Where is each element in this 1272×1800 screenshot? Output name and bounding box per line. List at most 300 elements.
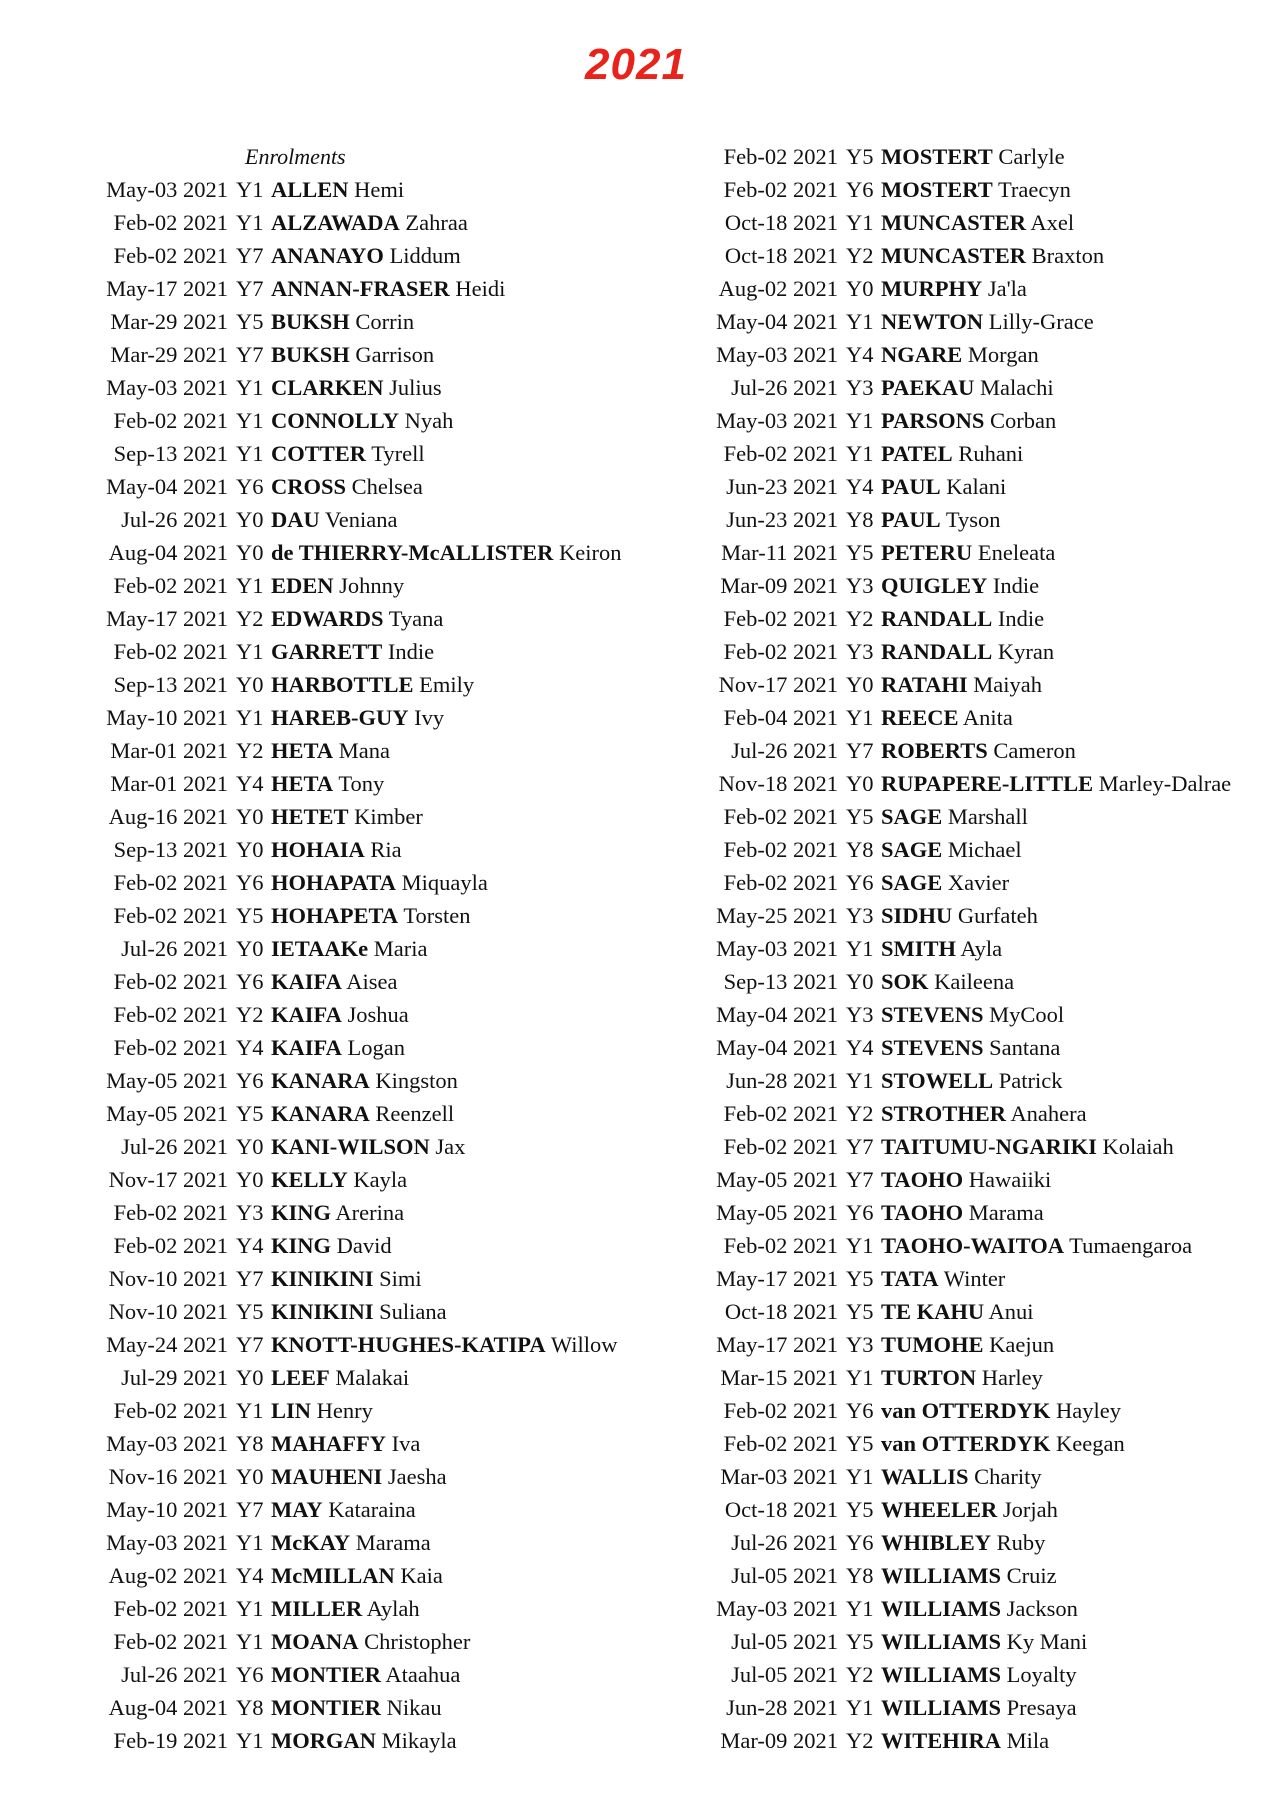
enrolment-row [55, 1229, 630, 1262]
given-name: Ja'la [987, 276, 1027, 301]
student-name [881, 1724, 1265, 1757]
given-name: Simi [379, 1266, 422, 1291]
student-name [881, 1526, 1265, 1559]
surname: ANANAYO [271, 243, 384, 268]
year-level: Y3 [846, 903, 874, 928]
given-name: Ky Mani [1006, 1629, 1088, 1654]
surname: GARRETT [271, 639, 383, 664]
student-name [881, 1097, 1265, 1130]
surname: SAGE [881, 804, 943, 829]
student-name [881, 536, 1265, 569]
year-level: Y1 [236, 1629, 264, 1654]
enrolment-date: Oct-18 2021 [724, 1497, 838, 1522]
given-name: Christopher [364, 1629, 471, 1654]
student-name [881, 1394, 1265, 1427]
given-name: Traecyn [997, 177, 1071, 202]
given-name: Cruiz [1006, 1563, 1057, 1588]
enrolment-date: Oct-18 2021 [724, 1299, 838, 1324]
year-level: Y5 [846, 540, 874, 565]
student-name [271, 899, 630, 932]
student-name [271, 1460, 630, 1493]
surname: MOSTERT [881, 144, 993, 169]
enrolment-date: Jul-26 2021 [731, 1530, 838, 1555]
student-name [271, 1229, 630, 1262]
enrolment-date: Jul-26 2021 [121, 936, 228, 961]
given-name: Santana [989, 1035, 1061, 1060]
year-level: Y0 [236, 540, 264, 565]
enrolment-date: Feb-19 2021 [113, 1728, 228, 1753]
enrolment-date: Aug-02 2021 [108, 1563, 228, 1588]
student-name [881, 503, 1265, 536]
year-level: Y1 [236, 177, 264, 202]
year-level: Y6 [846, 177, 874, 202]
year-level: Y5 [846, 144, 874, 169]
enrolment-row [665, 536, 1265, 569]
given-name: Michael [947, 837, 1022, 862]
given-name: Charity [974, 1464, 1042, 1489]
student-name [271, 371, 630, 404]
given-name: Kalani [946, 474, 1007, 499]
student-name [881, 767, 1265, 800]
surname: MORGAN [271, 1728, 376, 1753]
enrolment-row [665, 1097, 1265, 1130]
enrolment-date: Nov-10 2021 [108, 1299, 228, 1324]
given-name: Tumaengaroa [1069, 1233, 1193, 1258]
student-name [881, 1559, 1265, 1592]
enrolment-date: May-04 2021 [716, 1035, 838, 1060]
year-level: Y7 [846, 1167, 874, 1192]
given-name: Harley [981, 1365, 1043, 1390]
surname: NGARE [881, 342, 963, 367]
student-name [271, 1691, 630, 1724]
enrolment-row [665, 503, 1265, 536]
year-level: Y7 [236, 1332, 264, 1357]
enrolment-row [665, 569, 1265, 602]
enrolment-row [665, 338, 1265, 371]
enrolment-date: Mar-29 2021 [110, 309, 228, 334]
surname: CONNOLLY [271, 408, 399, 433]
given-name: Marley-Dalrae [1098, 771, 1232, 796]
year-level: Y6 [236, 969, 264, 994]
student-name [881, 998, 1265, 1031]
enrolment-row [665, 932, 1265, 965]
year-level: Y1 [236, 210, 264, 235]
enrolment-date: Jul-29 2021 [121, 1365, 228, 1390]
student-name [881, 173, 1265, 206]
given-name: Heidi [455, 276, 506, 301]
given-name: Winter [943, 1266, 1006, 1291]
student-name [271, 701, 630, 734]
student-name [271, 1097, 630, 1130]
enrolment-date: Feb-02 2021 [723, 144, 838, 169]
enrolment-row [665, 1361, 1265, 1394]
year-level: Y7 [236, 1497, 264, 1522]
surname: HETA [271, 738, 334, 763]
student-name [881, 437, 1265, 470]
enrolment-row [665, 668, 1265, 701]
year-level: Y6 [846, 1398, 874, 1423]
enrolment-row [55, 1625, 630, 1658]
student-name [881, 1031, 1265, 1064]
given-name: Keiron [559, 540, 622, 565]
year-level: Y1 [846, 1233, 874, 1258]
given-name: Kaileena [934, 969, 1015, 994]
surname: KANARA [271, 1068, 370, 1093]
enrolment-row [55, 1592, 630, 1625]
enrolment-date: Feb-02 2021 [113, 1035, 228, 1060]
student-name [881, 833, 1265, 866]
surname: MOANA [271, 1629, 359, 1654]
given-name: Kaia [400, 1563, 443, 1588]
enrolment-date: Aug-04 2021 [108, 1695, 228, 1720]
surname: McKAY [271, 1530, 351, 1555]
enrolment-row [665, 1163, 1265, 1196]
year-level: Y2 [846, 243, 874, 268]
given-name: Braxton [1031, 243, 1105, 268]
year-level: Y3 [846, 573, 874, 598]
year-level: Y4 [236, 771, 264, 796]
enrolment-date: Mar-01 2021 [110, 738, 228, 763]
given-name: Xavier [947, 870, 1010, 895]
enrolment-date: May-17 2021 [716, 1266, 838, 1291]
given-name: Maiyah [973, 672, 1043, 697]
given-name: Hayley [1056, 1398, 1122, 1423]
enrolment-row [665, 701, 1265, 734]
enrolment-date: Feb-02 2021 [723, 804, 838, 829]
enrolment-date: Feb-02 2021 [113, 903, 228, 928]
surname: PAEKAU [881, 375, 975, 400]
surname: SMITH [881, 936, 957, 961]
year-level: Y1 [236, 1596, 264, 1621]
enrolment-row [55, 206, 630, 239]
given-name: Ivy [414, 705, 445, 730]
year-level: Y3 [846, 1332, 874, 1357]
enrolment-row [55, 404, 630, 437]
surname: MAY [271, 1497, 323, 1522]
given-name: Mila [1006, 1728, 1050, 1753]
enrolment-row [55, 1691, 630, 1724]
enrolment-date: May-17 2021 [106, 276, 228, 301]
surname: KINIKINI [271, 1299, 374, 1324]
enrolment-date: Nov-17 2021 [718, 672, 838, 697]
year-level: Y1 [236, 573, 264, 598]
given-name: Garrison [355, 342, 435, 367]
student-name [881, 470, 1265, 503]
enrolment-date: Jun-28 2021 [726, 1695, 838, 1720]
year-level: Y5 [846, 1299, 874, 1324]
year-level: Y2 [236, 606, 264, 631]
enrolment-row [55, 767, 630, 800]
enrolment-row [55, 701, 630, 734]
year-level: Y4 [236, 1233, 264, 1258]
enrolment-date: Feb-02 2021 [113, 210, 228, 235]
enrolment-row [665, 1394, 1265, 1427]
enrolment-date: Jul-26 2021 [731, 738, 838, 763]
enrolment-row [665, 1493, 1265, 1526]
enrolment-row [55, 1097, 630, 1130]
enrolment-row [665, 1229, 1265, 1262]
year-level: Y5 [846, 804, 874, 829]
enrolment-date: Feb-02 2021 [723, 1398, 838, 1423]
surname: MONTIER [271, 1662, 382, 1687]
enrolment-row [665, 1724, 1265, 1757]
surname: WILLIAMS [881, 1563, 1002, 1588]
given-name: Anita [962, 705, 1013, 730]
student-name [271, 932, 630, 965]
enrolment-date: Feb-02 2021 [113, 1398, 228, 1423]
enrolment-date: May-04 2021 [716, 309, 838, 334]
enrolment-row [55, 1559, 630, 1592]
student-name [881, 272, 1265, 305]
student-name [271, 1394, 630, 1427]
given-name: Henry [316, 1398, 373, 1423]
surname: de THIERRY-McALLISTER [271, 540, 554, 565]
enrolment-row [55, 1196, 630, 1229]
surname: PAUL [881, 474, 941, 499]
enrolment-row [665, 1526, 1265, 1559]
surname: ALZAWADA [271, 210, 400, 235]
student-name [881, 206, 1265, 239]
year-level: Y1 [236, 1398, 264, 1423]
enrolment-row [665, 437, 1265, 470]
surname: REECE [881, 705, 959, 730]
enrolment-row [665, 602, 1265, 635]
enrolment-date: Aug-16 2021 [108, 804, 228, 829]
enrolment-row [55, 305, 630, 338]
given-name: Tyrell [371, 441, 425, 466]
enrolment-row [55, 1130, 630, 1163]
year-level: Y1 [846, 1596, 874, 1621]
year-level: Y0 [236, 507, 264, 532]
enrolment-row [665, 1460, 1265, 1493]
enrolment-date: Feb-02 2021 [113, 1629, 228, 1654]
student-name [881, 602, 1265, 635]
year-level: Y8 [236, 1695, 264, 1720]
given-name: Jorjah [1002, 1497, 1058, 1522]
surname: MUNCASTER [881, 243, 1027, 268]
enrolment-date: Sep-13 2021 [723, 969, 838, 994]
enrolment-row [665, 635, 1265, 668]
year-level: Y0 [846, 771, 874, 796]
year-level: Y0 [846, 672, 874, 697]
given-name: Ataahua [385, 1662, 461, 1687]
surname: BUKSH [271, 342, 350, 367]
student-name [881, 1361, 1265, 1394]
enrolment-date: Mar-09 2021 [720, 573, 838, 598]
surname: WILLIAMS [881, 1596, 1002, 1621]
year-level: Y2 [846, 1728, 874, 1753]
surname: RANDALL [881, 606, 993, 631]
given-name: Jax [435, 1134, 466, 1159]
enrolment-date: Jul-05 2021 [731, 1629, 838, 1654]
student-name [271, 503, 630, 536]
given-name: Kaejun [989, 1332, 1055, 1357]
given-name: Kingston [375, 1068, 458, 1093]
given-name: Chelsea [351, 474, 423, 499]
enrolment-row [55, 338, 630, 371]
student-name [881, 866, 1265, 899]
section-heading: Enrolments [245, 144, 346, 169]
given-name: Emily [419, 672, 475, 697]
given-name: Axel [1030, 210, 1075, 235]
given-name: Logan [347, 1035, 405, 1060]
surname: QUIGLEY [881, 573, 988, 598]
year-level: Y1 [236, 639, 264, 664]
year-level: Y0 [236, 1365, 264, 1390]
year-level: Y5 [236, 309, 264, 334]
surname: COTTER [271, 441, 367, 466]
year-level: Y6 [236, 1068, 264, 1093]
year-level: Y7 [236, 243, 264, 268]
given-name: Aylah [366, 1596, 420, 1621]
given-name: Cameron [993, 738, 1076, 763]
enrolment-row [665, 1196, 1265, 1229]
year-level: Y0 [236, 936, 264, 961]
year-level: Y5 [236, 903, 264, 928]
enrolment-row [55, 932, 630, 965]
year-level: Y0 [236, 804, 264, 829]
surname: PATEL [881, 441, 953, 466]
student-name [271, 404, 630, 437]
surname: KING [271, 1200, 332, 1225]
enrolment-row [55, 668, 630, 701]
enrolment-date: Feb-02 2021 [113, 573, 228, 598]
student-name [881, 1427, 1265, 1460]
surname: TAOHO-WAITOA [881, 1233, 1064, 1258]
enrolment-row [55, 899, 630, 932]
enrolment-date: Feb-02 2021 [113, 969, 228, 994]
enrolment-row [665, 1262, 1265, 1295]
year-level: Y0 [236, 1134, 264, 1159]
student-name [881, 1064, 1265, 1097]
year-level: Y5 [846, 1629, 874, 1654]
enrolment-row [665, 800, 1265, 833]
enrolment-row [665, 1130, 1265, 1163]
given-name: Kyran [997, 639, 1055, 664]
student-name [881, 1196, 1265, 1229]
given-name: Kolaiah [1102, 1134, 1174, 1159]
surname: TAOHO [881, 1167, 964, 1192]
given-name: Kataraina [328, 1497, 416, 1522]
student-name [881, 965, 1265, 998]
year-level: Y1 [236, 1530, 264, 1555]
enrolment-date: Feb-02 2021 [723, 1431, 838, 1456]
given-name: Hemi [354, 177, 405, 202]
given-name: Malakai [335, 1365, 410, 1390]
enrolment-row [665, 833, 1265, 866]
year-level: Y6 [236, 1662, 264, 1687]
student-name [881, 1658, 1265, 1691]
surname: MAUHENI [271, 1464, 383, 1489]
year-level: Y7 [236, 1266, 264, 1291]
surname: SOK [881, 969, 929, 994]
surname: KINIKINI [271, 1266, 374, 1291]
year-level: Y5 [846, 1497, 874, 1522]
page-title: 2021 [585, 40, 687, 89]
enrolment-date: May-03 2021 [106, 1530, 228, 1555]
enrolment-row [55, 536, 630, 569]
given-name: David [336, 1233, 392, 1258]
surname: MUNCASTER [881, 210, 1027, 235]
student-name [271, 239, 630, 272]
student-name [881, 1229, 1265, 1262]
enrolment-row [665, 239, 1265, 272]
surname: HARBOTTLE [271, 672, 414, 697]
year-level: Y1 [236, 408, 264, 433]
year-level: Y0 [846, 276, 874, 301]
year-level: Y0 [236, 1167, 264, 1192]
enrolment-row [665, 272, 1265, 305]
enrolment-date: Feb-02 2021 [723, 1134, 838, 1159]
given-name: Jackson [1006, 1596, 1078, 1621]
student-name [881, 701, 1265, 734]
enrolment-date: Jul-26 2021 [121, 1134, 228, 1159]
student-name [271, 437, 630, 470]
enrolment-row [665, 1592, 1265, 1625]
surname: TATA [881, 1266, 939, 1291]
student-name [881, 569, 1265, 602]
student-name [881, 800, 1265, 833]
year-level: Y7 [236, 342, 264, 367]
given-name: Anui [988, 1299, 1034, 1324]
student-name [881, 1262, 1265, 1295]
student-name [271, 338, 630, 371]
student-name [271, 965, 630, 998]
student-name [271, 536, 630, 569]
enrolment-date: Jul-05 2021 [731, 1563, 838, 1588]
student-name [881, 635, 1265, 668]
enrolment-row [665, 1031, 1265, 1064]
student-name [881, 239, 1265, 272]
year-level: Y4 [846, 342, 874, 367]
student-name [881, 734, 1265, 767]
student-name [881, 1493, 1265, 1526]
given-name: Marshall [947, 804, 1028, 829]
year-level: Y7 [846, 738, 874, 763]
given-name: Jaesha [387, 1464, 447, 1489]
year-level: Y1 [846, 1365, 874, 1390]
enrolment-row [55, 1724, 630, 1757]
surname: IETAAKe [271, 936, 369, 961]
given-name: Reenzell [375, 1101, 455, 1126]
surname: STROTHER [881, 1101, 1007, 1126]
given-name: Loyalty [1006, 1662, 1077, 1687]
given-name: Zahraa [405, 210, 468, 235]
given-name: Patrick [998, 1068, 1063, 1093]
year-level: Y1 [846, 936, 874, 961]
enrolment-date: Feb-02 2021 [113, 1596, 228, 1621]
enrolment-row [55, 1328, 630, 1361]
surname: BUKSH [271, 309, 350, 334]
year-level: Y1 [846, 1068, 874, 1093]
enrolment-date: Mar-09 2021 [720, 1728, 838, 1753]
enrolment-row [55, 1394, 630, 1427]
surname: HETET [271, 804, 349, 829]
enrolment-row [665, 1559, 1265, 1592]
year-level: Y0 [236, 672, 264, 697]
enrolment-date: Jun-28 2021 [726, 1068, 838, 1093]
year-level: Y2 [846, 606, 874, 631]
student-name [271, 1592, 630, 1625]
enrolment-date: May-05 2021 [106, 1101, 228, 1126]
given-name: Presaya [1006, 1695, 1077, 1720]
enrolment-date: May-04 2021 [106, 474, 228, 499]
enrolment-row [665, 1295, 1265, 1328]
student-name [881, 1460, 1265, 1493]
student-name [881, 899, 1265, 932]
enrolment-row [55, 1493, 630, 1526]
enrolment-row [55, 1031, 630, 1064]
